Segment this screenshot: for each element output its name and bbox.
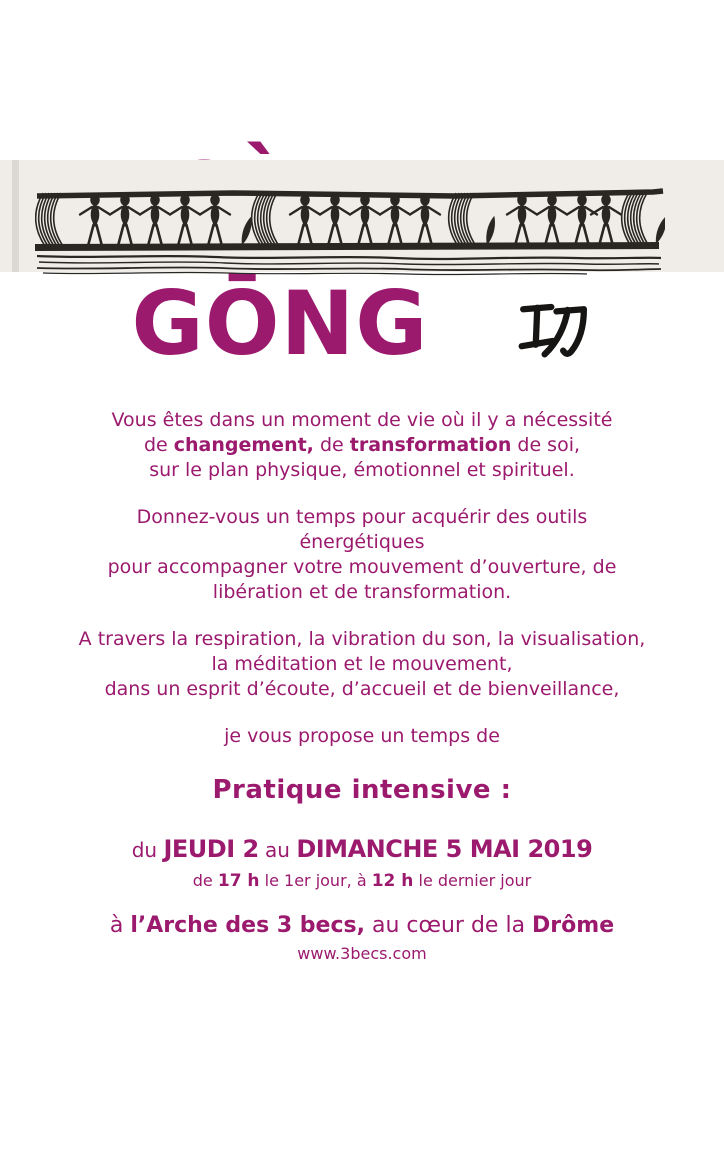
method-paragraph bbox=[30, 627, 694, 702]
venue-name: l’Arche des 3 becs, bbox=[130, 913, 365, 938]
keyword-transformation: transformation bbox=[349, 434, 512, 456]
intro-paragraph: Vous êtes dans un moment de vie où il y a nécessité de changement, de transformation de soi, sur le plan physique, émotionnel et spirituel. bbox=[111, 409, 613, 481]
gong-character-drawing bbox=[518, 287, 592, 361]
propose-line: je vous propose un temps de bbox=[224, 725, 500, 747]
event-dates-line: du JEUDI 2 au DIMANCHE 5 MAI 2019 bbox=[131, 835, 593, 863]
dancing-figures-frieze-image bbox=[35, 188, 665, 276]
website-url: www.3becs.com bbox=[297, 944, 427, 963]
start-date: JEUDI 2 bbox=[163, 835, 259, 863]
qigong-flyer-page bbox=[0, 150, 724, 1174]
venue-region: Drôme bbox=[532, 913, 615, 938]
intro-line-3: sur le plan physique, émotionnel et spirituel. bbox=[149, 459, 575, 481]
practice-intensive-title: Pratique intensive : bbox=[212, 775, 512, 805]
offer-paragraph bbox=[30, 505, 694, 605]
intro-line-1: Vous êtes dans un moment de vie où il y a nécessité bbox=[111, 409, 613, 431]
dancers-frieze-band bbox=[0, 160, 724, 272]
title-line-gong bbox=[0, 272, 724, 375]
title-gong-latin: GŌNG bbox=[131, 272, 429, 375]
start-time: 17 h bbox=[217, 871, 260, 891]
gong-hanzi-glyph bbox=[518, 287, 592, 361]
offer-line-3: pour accompagner votre mouvement d’ouverture, de bbox=[107, 556, 617, 578]
end-date: DIMANCHE 5 MAI 2019 bbox=[296, 835, 593, 863]
offer-line-4: libération et de transformation. bbox=[212, 581, 512, 603]
offer-line-1: Donnez-vous un temps pour acquérir des outils bbox=[136, 506, 588, 528]
event-times-line: de 17 h le 1er jour, à 12 h le dernier jour bbox=[192, 871, 532, 891]
flyer-body bbox=[0, 408, 724, 749]
keyword-changement: changement, bbox=[173, 434, 314, 456]
offer-line-2: énergétiques bbox=[299, 531, 425, 553]
end-time: 12 h bbox=[371, 871, 414, 891]
venue-line: à l’Arche des 3 becs, au cœur de la Drôme bbox=[109, 913, 615, 938]
method-line-2: la méditation et le mouvement, bbox=[211, 653, 513, 675]
method-line-1: A travers la respiration, la vibration du son, la visualisation, bbox=[78, 628, 646, 650]
method-line-3: dans un esprit d’écoute, d’accueil et de bienveillance, bbox=[104, 678, 620, 700]
